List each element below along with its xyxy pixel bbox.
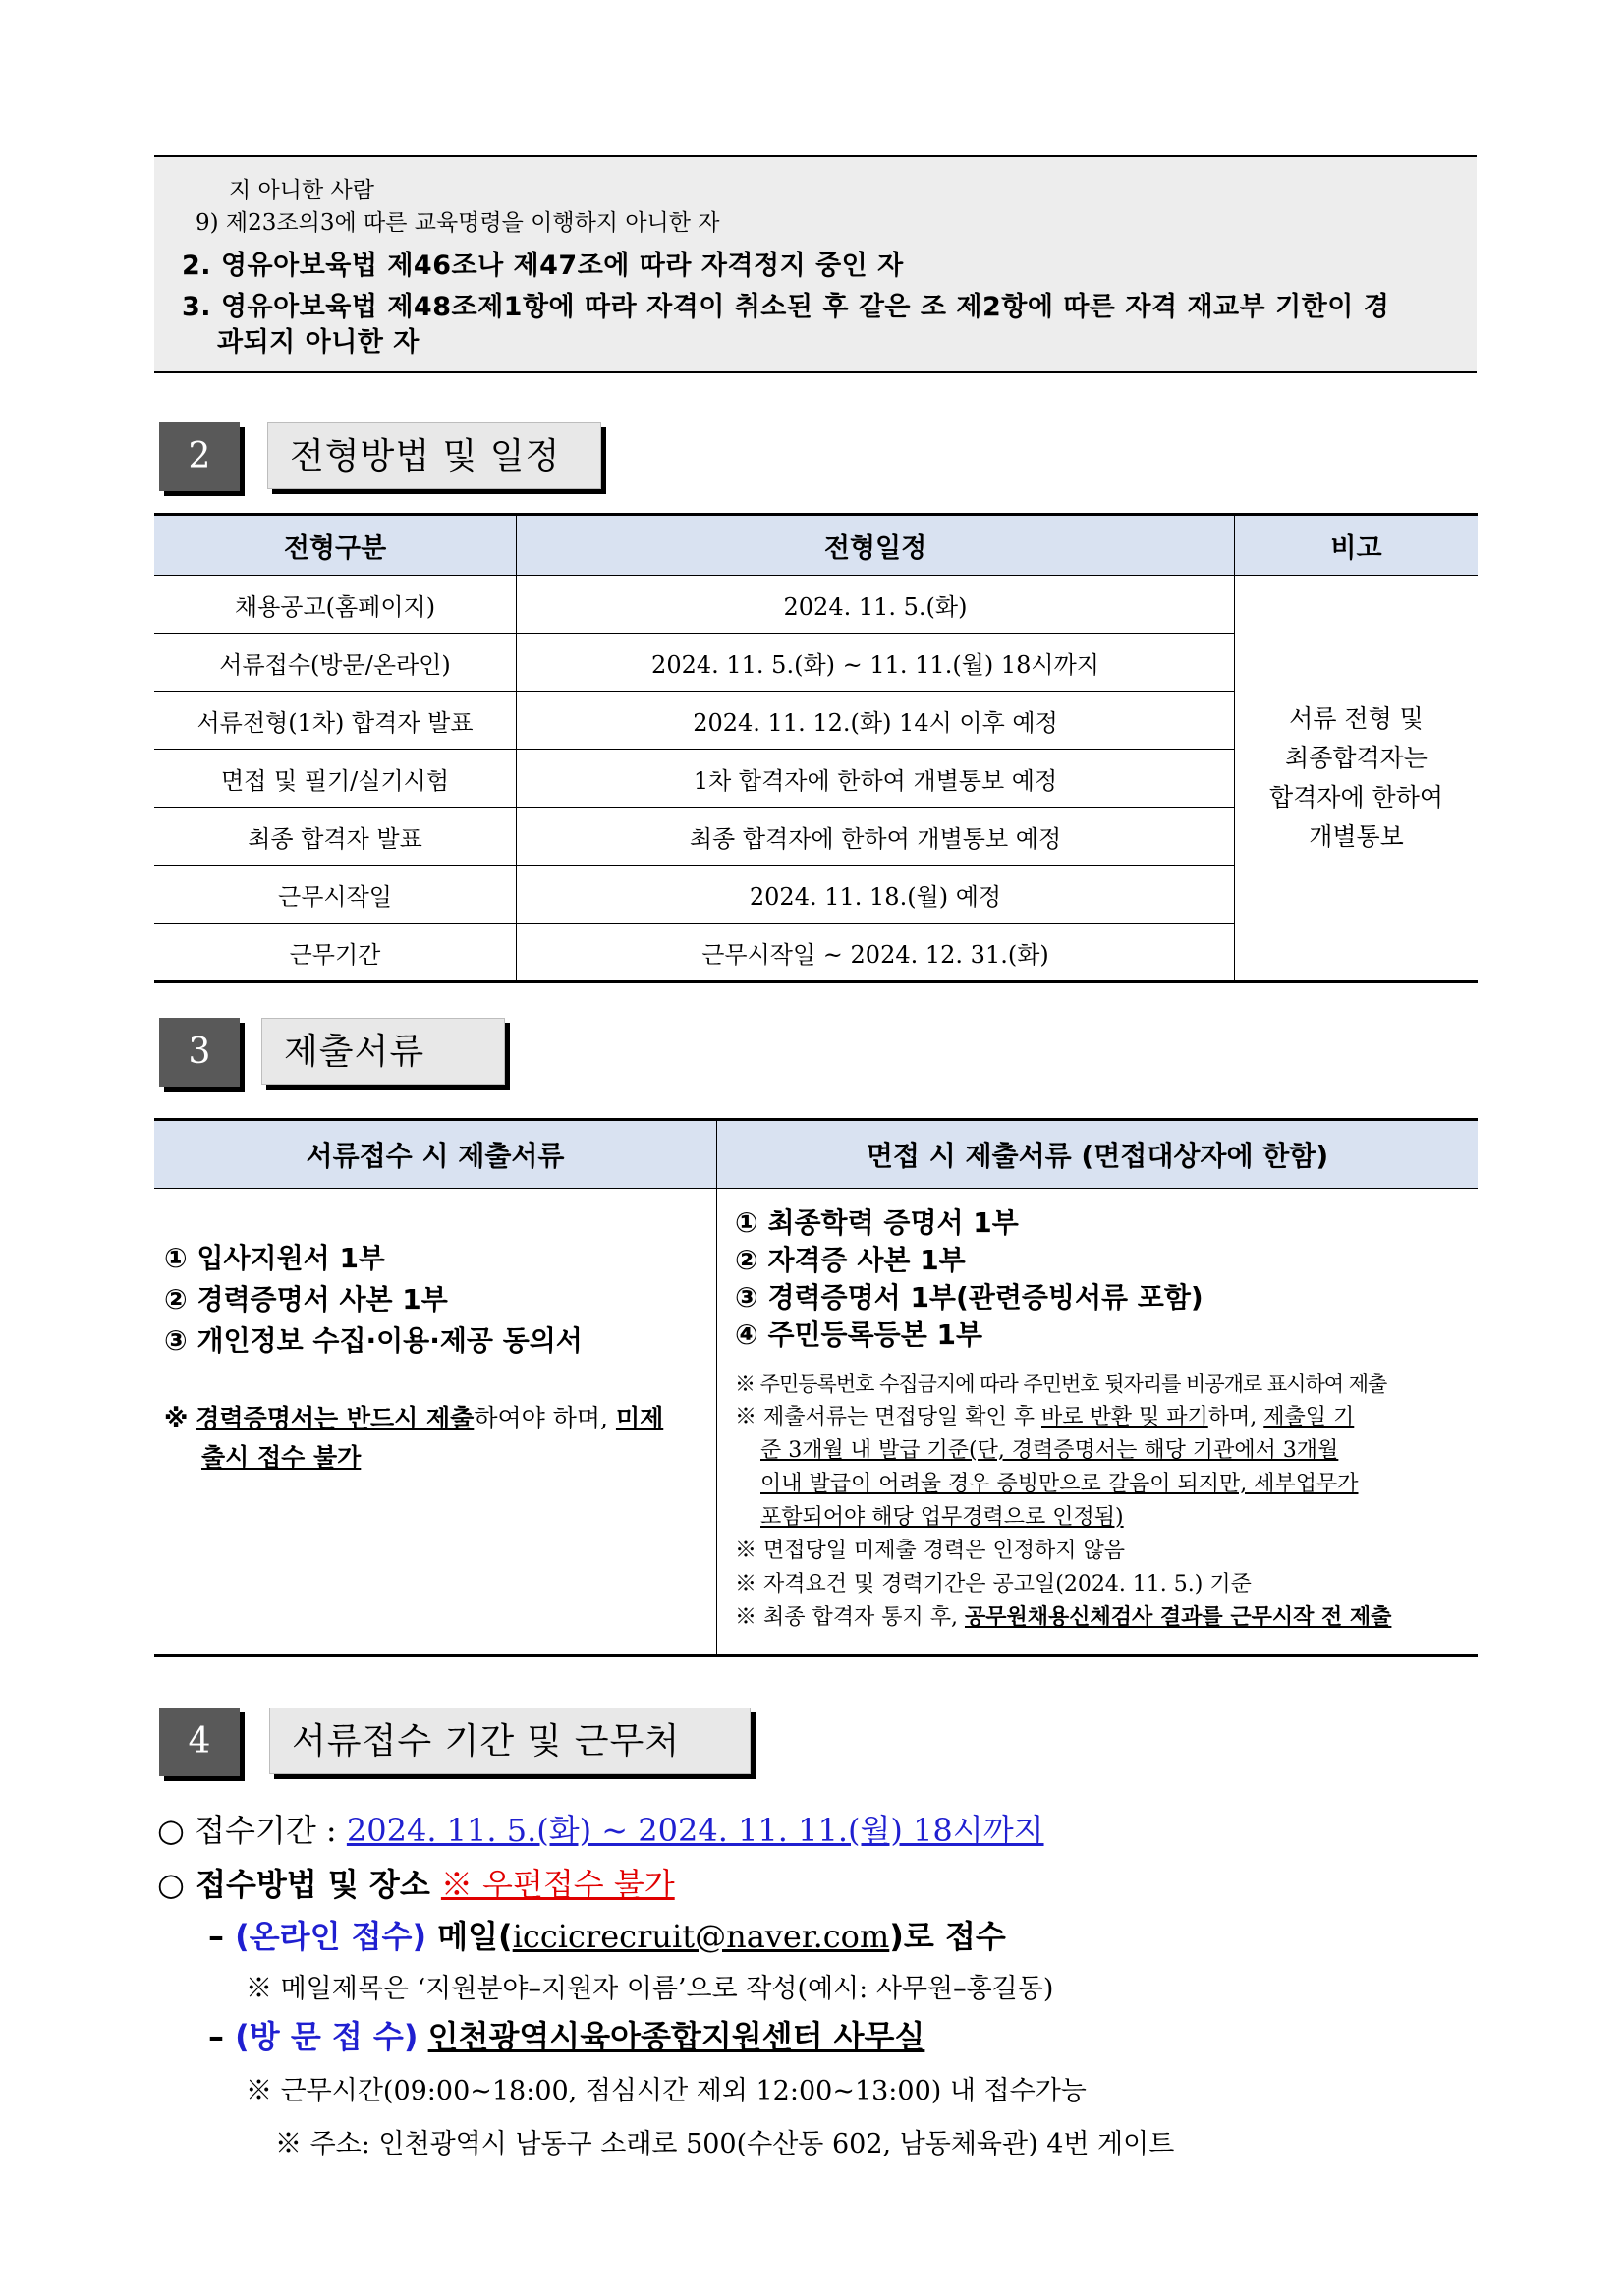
note-text: ※ 최종 합격자 통지 후,: [735, 1605, 965, 1630]
document-item: ③ 경력증명서 1부(관련증빙서류 포함): [735, 1281, 1204, 1314]
document-item: ④ 주민등록등본 1부: [735, 1318, 983, 1351]
online-label: (온라인 접수): [235, 1918, 427, 1955]
method-note: ※ 우편접수 불가: [440, 1866, 675, 1903]
disqualification-box: [154, 155, 1477, 373]
visit-reception: [208, 2012, 924, 2057]
section-title: 서류접수 기간 및 근무처: [269, 1708, 751, 1774]
document-note: ※ 자격요건 및 경력기간은 공고일(2024. 11. 5.) 기준: [735, 1572, 1252, 1596]
document-note: [735, 1601, 1468, 1635]
email-link[interactable]: iccicrecruit@naver.com: [512, 1918, 890, 1955]
online-reception: [208, 1912, 1006, 1957]
table-cell: 근무시작일 ~ 2024. 12. 31.(화): [517, 924, 1235, 982]
table-cell: 2024. 11. 12.(화) 14시 이후 예정: [517, 692, 1235, 750]
disqualification-line: 9) 제23조의3에 따른 교육명령을 이행하지 아니한 자: [196, 210, 720, 236]
column-header: 면접 시 제출서류 (면접대상자에 한함): [717, 1120, 1479, 1189]
section-number: 2: [159, 422, 240, 491]
period-value: 2024. 11. 5.(화) ~ 2024. 11. 11.(월) 18시까지: [346, 1812, 1044, 1849]
note-emphasis: 출시 접수 불가: [201, 1443, 362, 1472]
table-row: [154, 1189, 1478, 1656]
document-note: [164, 1399, 706, 1478]
table-cell: 근무시작일: [154, 866, 517, 924]
section-title: 제출서류: [261, 1018, 505, 1085]
schedule-table: [154, 513, 1478, 983]
table-cell: 2024. 11. 5.(화) ~ 11. 11.(월) 18시까지: [517, 634, 1235, 692]
document-note: ※ 면접당일 미제출 경력은 인정하지 않음: [735, 1539, 1125, 1563]
note-underline: 포함되어야 해당 업무경력으로 인정됨): [760, 1505, 1124, 1530]
column-header: 전형일정: [517, 515, 1235, 576]
document-note: [735, 1401, 1468, 1535]
note-emphasis: 미제: [615, 1404, 664, 1432]
note-underline: 준 3개월 내 발급 기준(단, 경력증명서는 해당 기관에서 3개월: [760, 1438, 1339, 1463]
note-mark: ※: [164, 1404, 189, 1432]
table-cell: 2024. 11. 5.(화): [517, 576, 1235, 634]
note-line: 개별통보: [1309, 822, 1404, 851]
schedule-note: [1235, 576, 1479, 982]
note-emphasis: 경력증명서는 반드시 제출: [196, 1404, 475, 1432]
table-cell: 면접 및 필기/실기시험: [154, 750, 517, 808]
interview-documents-cell: [717, 1189, 1479, 1656]
section-number: 3: [159, 1018, 240, 1087]
table-cell: 채용공고(홈페이지): [154, 576, 517, 634]
table-cell: 최종 합격자에 한하여 개별통보 예정: [517, 808, 1235, 866]
visit-dash: –: [208, 2018, 236, 2055]
table-cell: 최종 합격자 발표: [154, 808, 517, 866]
disqualification-line: 지 아니한 사람: [229, 178, 374, 203]
document-item: ② 경력증명서 사본 1부: [164, 1283, 448, 1316]
note-underline: 바로 반환 및 파기: [1041, 1405, 1208, 1429]
table-header-row: [154, 515, 1478, 576]
note-text: 하며,: [1207, 1405, 1264, 1429]
period-label: ○ 접수기간 :: [157, 1812, 347, 1849]
column-header: 서류접수 시 제출서류: [154, 1120, 717, 1189]
reception-period: [157, 1806, 1044, 1851]
table-cell: 서류전형(1차) 합격자 발표: [154, 692, 517, 750]
document-item: ① 입사지원서 1부: [164, 1242, 385, 1274]
document-item: ③ 개인정보 수집·이용·제공 동의서: [164, 1324, 583, 1357]
note-underline: 이내 발급이 어려울 경우 증빙만으로 갈음이 되지만, 세부업무가: [760, 1472, 1359, 1496]
document-note: ※ 주민등록번호 수집금지에 따라 주민번호 뒷자리를 비공개로 표시하여 제출: [735, 1372, 1387, 1396]
visit-place: 인천광역시육아종합지원센터 사무실: [427, 2018, 925, 2055]
table-header-row: [154, 1120, 1478, 1189]
visit-address: ※ 주소: 인천광역시 남동구 소래로 500(수산동 602, 남동체육관) 4번 게이트: [275, 2129, 1175, 2159]
section-number: 4: [159, 1708, 240, 1776]
document-item: ② 자격증 사본 1부: [735, 1244, 966, 1276]
note-emphasis: 공무원채용신체검사 결과를 근무시작 전 제출: [964, 1605, 1392, 1630]
table-cell: 2024. 11. 18.(월) 예정: [517, 866, 1235, 924]
method-label: ○ 접수방법 및 장소: [157, 1866, 441, 1903]
column-header: 전형구분: [154, 515, 517, 576]
documents-table: [154, 1118, 1478, 1657]
visit-label: (방 문 접 수): [235, 2018, 419, 2055]
table-cell: 서류접수(방문/온라인): [154, 634, 517, 692]
reception-method: [157, 1860, 675, 1905]
table-cell: 근무기간: [154, 924, 517, 982]
online-text: 메일(: [426, 1918, 513, 1955]
disqualification-line: 3. 영유아보육법 제48조제1항에 따라 자격이 취소된 후 같은 조 제2항에 따른 자격 재교부 기한이 경: [182, 292, 1390, 322]
table-row: [154, 576, 1478, 634]
disqualification-line: 2. 영유아보육법 제46조나 제47조에 따라 자격정지 중인 자: [182, 251, 904, 281]
online-dash: –: [208, 1918, 236, 1955]
online-note: ※ 메일제목은 ‘지원분야–지원자 이름’으로 작성(예시: 사무원–홍길동): [246, 1974, 1054, 2004]
column-header: 비고: [1235, 515, 1479, 576]
table-cell: 1차 합격자에 한하여 개별통보 예정: [517, 750, 1235, 808]
note-underline: 제출일 기: [1263, 1405, 1355, 1429]
document-item: ① 최종학력 증명서 1부: [735, 1206, 1019, 1239]
note-line: 최종합격자는: [1285, 744, 1428, 772]
online-text: )로 접수: [889, 1918, 1006, 1955]
application-documents-cell: [154, 1189, 717, 1656]
visit-hours: ※ 근무시간(09:00~18:00, 점심시간 제외 12:00~13:00) 내 접수가능: [246, 2076, 1087, 2106]
note-line: 서류 전형 및: [1289, 704, 1424, 733]
note-text: 하여야 하며,: [474, 1404, 608, 1432]
note-line: 합격자에 한하여: [1269, 783, 1443, 812]
section-title: 전형방법 및 일정: [267, 422, 601, 489]
note-text: ※ 제출서류는 면접당일 확인 후: [735, 1405, 1041, 1429]
disqualification-line: 과되지 아니한 자: [217, 327, 420, 358]
